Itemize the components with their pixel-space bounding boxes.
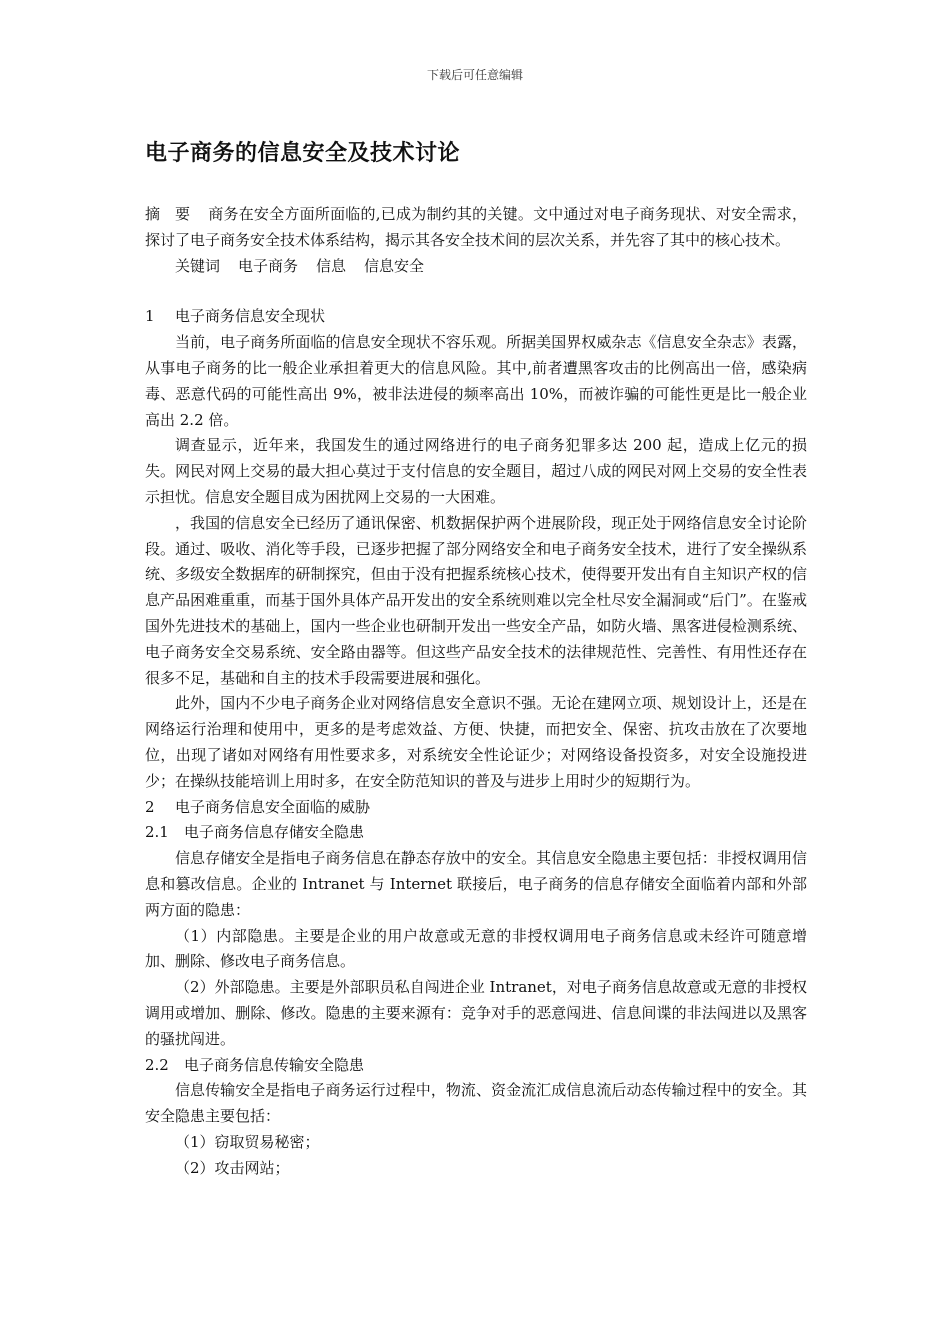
paragraph: 信息存储安全是指电子商务信息在静态存放中的安全。其信息安全隐患主要包括：非授权调用信息和篡改信息。企业的 Intranet 与 Internet 联接后，电子商务的信息存储安全面临着内部和外部两方面的隐患： bbox=[145, 849, 807, 919]
section-heading bbox=[145, 795, 807, 821]
list-item: （2）攻击网站； bbox=[175, 1158, 290, 1177]
section-number: 1 bbox=[145, 307, 155, 326]
list-item: （1）窃取贸易秘密； bbox=[175, 1132, 320, 1151]
subsection-title: 电子商务信息传输安全隐患 bbox=[184, 1055, 365, 1074]
document-title: 电子商务的信息安全及技术讨论 bbox=[145, 141, 461, 166]
paragraph: 此外，国内不少电子商务企业对网络信息安全意识不强。无论在建网立项、规划设计上，还是在网络运行治理和使用中，更多的是考虑效益、方便、快捷，而把安全、保密、抗攻击放在了次要地位，出现了诸如对网络有用性要求多，对系统安全性论证少；对网络设备投资多，对安全设施投进少；在操纵技能培训上用时多，在安全防范知识的普及与进步上用时少的短期行为。 bbox=[145, 694, 807, 790]
abstract-text: 商务在安全方面所面临的,已成为制约其的关键。文中通过对电子商务现状、对安全需求，探讨了电子商务安全技术体系结构，揭示其各安全技术间的层次关系，并先容了其中的核心技术。 bbox=[145, 205, 807, 249]
paragraph: 信息传输安全是指电子商务运行过程中，物流、资金流汇成信息流后动态传输过程中的安全。其安全隐患主要包括： bbox=[145, 1081, 807, 1126]
section-heading bbox=[145, 304, 807, 330]
subsection-title: 电子商务信息存储安全隐患 bbox=[184, 823, 365, 842]
subsection-number: 2.1 bbox=[145, 823, 169, 842]
keywords bbox=[145, 254, 807, 280]
section-number: 2 bbox=[145, 797, 155, 816]
spacer bbox=[145, 279, 807, 304]
subsection-heading bbox=[145, 820, 807, 846]
abstract bbox=[145, 202, 807, 254]
subsection-heading bbox=[145, 1053, 807, 1079]
paragraph: ，我国的信息安全已经历了通讯保密、机数据保护两个进展阶段，现正处于网络信息安全讨论阶段。通过、吸收、消化等手段，已逐步把握了部分网络安全和电子商务安全技术，进行了安全操纵系统、多级安全数据库的研制探究，但由于没有把握系统核心技术，使得要开发出有自主知识产权的信息产品困难重重，而基于国外具体产品开发出的安全系统则难以完全杜尽安全漏洞或“后门”。在鉴戒国外先进技术的基础上，国内一些企业也研制开发出一些安全产品，如防火墙、黑客进侵检测系统、电子商务安全交易系统、安全路由器等。但这些产品安全技术的法律规范性、完善性、有用性还存在很多不足，基础和自主的技术手段需要进展和强化。 bbox=[145, 513, 807, 687]
header-note: 下载后可任意编辑 bbox=[426, 68, 523, 82]
abstract-label: 摘 要 bbox=[145, 205, 191, 223]
keyword-item: 信息 bbox=[316, 256, 347, 275]
keywords-label: 关键词 bbox=[175, 256, 221, 275]
keyword-item: 电子商务 bbox=[238, 256, 299, 275]
document-body bbox=[145, 202, 807, 1181]
paragraph: 当前，电子商务所面临的信息安全现状不容乐观。所据美国界权威杂志《信息安全杂志》表露，从事电子商务的比一般企业承担着更大的信息风险。其中,前者遭黑客攻击的比例高出一倍，感染病毒、恶意代码的可能性高出 9%，被非法进侵的频率高出 10%，而被诈骗的可能性更是比一般企业高出 2.2 倍。 bbox=[145, 333, 807, 429]
section-title: 电子商务信息安全现状 bbox=[175, 307, 326, 326]
keyword-item: 信息安全 bbox=[364, 256, 425, 275]
section-title: 电子商务信息安全面临的威胁 bbox=[175, 797, 371, 816]
paragraph: （2）外部隐患。主要是外部职员私自闯进企业 Intranet，对电子商务信息故意或无意的非授权调用或增加、删除、修改。隐患的主要来源有：竞争对手的恶意闯进、信息间谍的非法闯进以及黑客的骚扰闯进。 bbox=[145, 978, 807, 1048]
paragraph: （1）内部隐患。主要是企业的用户故意或无意的非授权调用电子商务信息或未经许可随意增加、删除、修改电子商务信息。 bbox=[145, 926, 807, 971]
subsection-number: 2.2 bbox=[145, 1055, 169, 1074]
paragraph: 调查显示，近年来，我国发生的通过网络进行的电子商务犯罪多达 200 起，造成上亿元的损失。网民对网上交易的最大担心莫过于支付信息的安全题目，超过八成的网民对网上交易的安全性表示担忧。信息安全题目成为困扰网上交易的一大困难。 bbox=[145, 436, 807, 506]
